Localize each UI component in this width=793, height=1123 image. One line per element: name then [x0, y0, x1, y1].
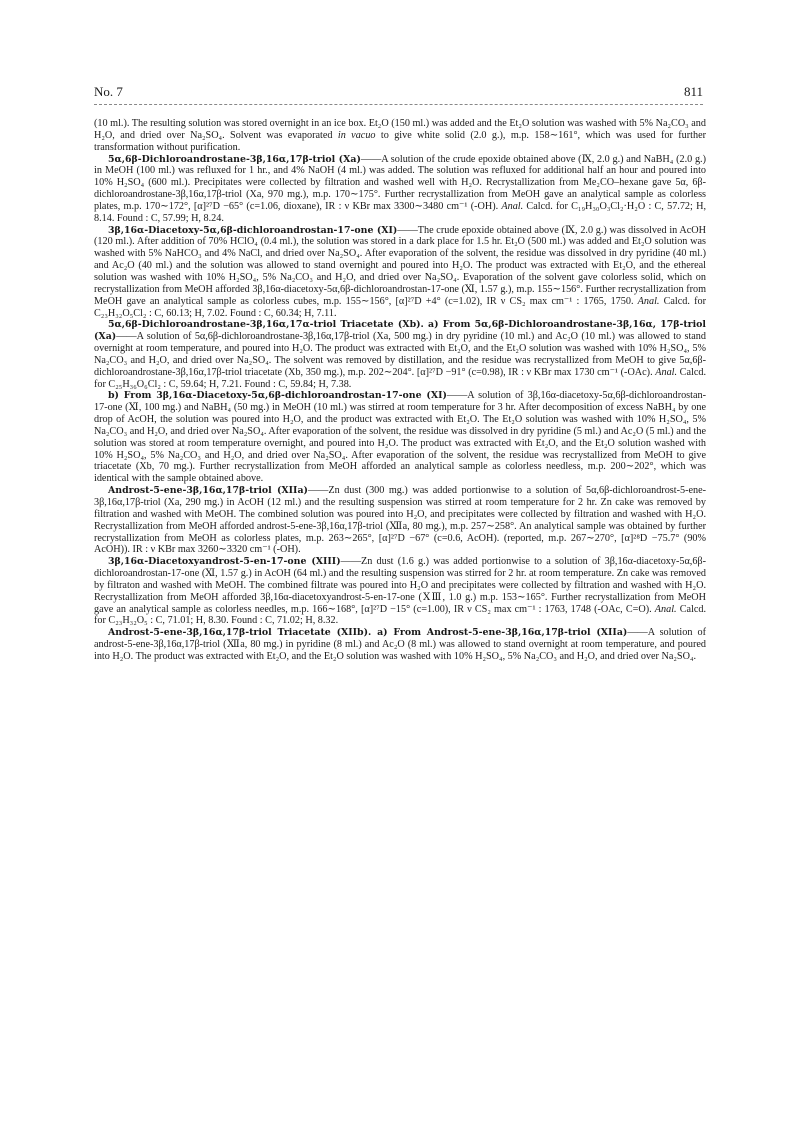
- compound-heading: 3β,16α-Diacetoxy-5α,6β-dichloroandrostan-17-one (XI): [108, 224, 398, 236]
- paragraph-text: Calcd. for C₁₉H₃₀O₃Cl₂·H₂O : C, 57.72; H, 8.14. Found : C, 57.99; H, 8.24.: [94, 200, 706, 224]
- issue-number: No. 7: [94, 84, 123, 99]
- compound-heading: 5α,6β-Dichloroandrostane-3β,16α,17α-triol Triacetate (Xb). a) From 5α,6β-Dichloroandrostane-3β,16α, 17β-triol (Xa): [94, 319, 706, 343]
- paragraph-text: ——The crude epoxide obtained above (Ⅸ, 2.0 g.) was dissolved in AcOH (120 ml.). After addition of 70% HClO₄ (0.4 ml.), the solution was stored in a dark place for 1.5 hr. Et₂O (500 ml.) was added and Et₂O solution was washed with 5% NaHCO₃ and 4% NaCl, and dried over Na₂SO₄. After evaporation of the solvent, the residue was dissolved in dry pyridine (40 ml.) and Ac₂O (40 ml.) and the solution was allowed to stand overnight and poured into H₂O. The product was extracted with Et₂O, and the ethereal solution was washed with 10% H₂SO₄, 5% Na₂CO₃ and H₂O, and dried over Na₂SO₄. Evaporation of the solvent gave colorless solid, which on recrystallization from MeOH afforded 3β,16α-diacetoxy-5α,6β-dichloroandrostan-17-one (Ⅺ, 1.57 g.), m.p. 155∼156°. Further recrystallization from MeOH gave an analytical sample as colorless cubes, m.p. 155∼156°, [α]²⁷D +4° (c=1.02), IR ν CS₂ max cm⁻¹ : 1765, 1750.: [94, 224, 706, 307]
- paragraph-text: Calcd. for C₂₃H₃₂O₅ : C, 71.01; H, 8.30. Found : C, 71.02; H, 8.32.: [94, 603, 707, 627]
- paragraph-text: Calcd. for C₂₅H₃₆O₆Cl₂ : C, 59.64; H, 7.21. Found : C, 59.84; H, 7.38.: [94, 366, 706, 390]
- italic-term: in vacuo: [337, 129, 376, 141]
- article-body: [94, 118, 706, 663]
- paragraph-p3: [94, 225, 706, 320]
- paragraph-p1: [94, 118, 706, 154]
- paragraph-p5: [94, 390, 706, 485]
- italic-term: Anal.: [654, 603, 677, 615]
- italic-term: Anal.: [655, 366, 678, 378]
- paragraph-p8: [94, 627, 706, 663]
- page-number: 811: [683, 84, 703, 99]
- paragraph-text: ——A solution of androst-5-ene-3β,16α,17β-triol (Ⅻa, 80 mg.) in pyridine (8 ml.) and Ac₂O (8 ml.) was allowed to stand overnight at room temperature, and poured into H₂O. The product was extracted with Et₂O, and the Et₂O solution was washed with 10% H₂SO₄, 5% Na₂CO₃ and H₂O, and dried over Na₂SO₄.: [94, 627, 706, 662]
- paragraph-text: Calcd. for C₂₃H₃₂O₅Cl₂ : C, 60.13; H, 7.02. Found : C, 60.34; H, 7.11.: [94, 295, 706, 319]
- paragraph-text: to give white solid (2.0 g.), m.p. 158∼161°, which was used for further transformation without purification.: [94, 129, 707, 153]
- paragraph-text: (10 ml.). The resulting solution was stored overnight in an ice box. Et₂O (150 ml.) was added and the Et₂O solution was washed with 5% Na₂CO₃ and H₂O, and dried over Na₂SO₄. Solvent was evaporated: [94, 118, 706, 141]
- paragraph-text: ——A solution of 5α,6β-dichloroandrostane-3β,16α,17β-triol (Xa, 500 mg.) in dry pyridine (10 ml.) and Ac₂O (10 ml.) was allowed to stand overnight at room temperature, and poured into H₂O. The product was extracted with Et₂O, and the Et₂O solution was washed with 10% H₂SO₄, 5% Na₂CO₃ and H₂O, and dried over Na₂SO₄. The solvent was removed by distillation, and the residue was recrystallized from MeOH to give 5α,6β-dichloroandrostane-3β,16α,17β-triol triacetate (Xb, 350 mg.), m.p. 202∼204°. [α]²⁷D −91° (c=0.98), IR : ν KBr max 1730 cm⁻¹ (-OAc).: [94, 331, 706, 378]
- paragraph-text: ——A solution of 3β,16α-diacetoxy-5α,6β-dichloroandrostan-17-one (Ⅺ, 100 mg.) and NaBH₄ (50 mg.) in MeOH (10 ml.) was stirred at room temperature for 3 hr. After decomposition of excess NaBH₄ by one drop of AcOH, the solution was poured into H₂O, and the product was extracted with Et₂O. The Et₂O solution was washed with 10% H₂SO₄, 5% Na₂CO₃ and H₂O, and dried over Na₂SO₄. After evaporation of the solvent, the residue was dissolved in dry pyridine (5 ml.) and Ac₂O (5 ml.) and the solution was stored at room temperature overnight, and poured into H₂O. The product was extracted with Et₂O, and the Et₂O solution washed with 10% H₂SO₄, 5% Na₂CO₃ and H₂O, and dried over Na₂SO₄. After evaporation of the solvent, the residue was recrystallized from MeOH to give triacetate (Xb, 70 mg.). Further recrystallization from MeOH afforded an analytical sample as colorless needless, m.p. 200∼202°, which was identical with the sample obtained above.: [94, 390, 706, 485]
- paragraph-text: ——A solution of the crude epoxide obtained above (Ⅸ, 2.0 g.) and NaBH₄ (2.0 g.) in MeOH (100 ml.) was refluxed for 1 hr., and 4% NaOH (4 ml.) was added. The solution was refluxed for additional half an hour and poured into 10% H₂SO₄ (600 ml.). Precipitates were collected by filtration and washed well with H₂O. Recrystallization from Me₂CO–hexane gave 5α, 6β-dichloroandrostane-3β,16α,17β-triol (Xa, 970 mg.), m.p. 170∼175°. Further recrystallization from MeOH gave an analytical sample as colorless plates, m.p. 170∼172°, [α]²⁷D −65° (c=1.06, dioxane), IR : ν KBr max 3300∼3480 cm⁻¹ (-OH).: [94, 153, 706, 212]
- compound-heading: Androst-5-ene-3β,16α,17β-triol Triacetate (XIIb). a) From Androst-5-ene-3β,16α,17β-triol (XIIa): [108, 627, 628, 639]
- paragraph-p2: [94, 154, 706, 225]
- paragraph-text: ——Zn dust (300 mg.) was added portionwise to a solution of 5α,6β-dichloroandrost-5-ene-3β,16α,17β-triol (Xa, 290 mg.) in AcOH (12 ml.) and the resulting suspension was stirred at room temperature for 2 hr. Zn cake was removed by filtration and washed with MeOH. The combined solution was poured into H₂O, and precipitates were collected by filtration and washed with H₂O. Recrystallization from MeOH afforded androst-5-ene-3β,16α,17β-triol (Ⅻa, 80 mg.), m.p. 257∼258°. An analytical sample was obtained by further recrystallization from MeOH as colorless plates, m.p. 263∼265°, [α]²⁷D −67° (c=0.6, AcOH). (reported, m.p. 267∼270°, [α]²⁸D −75.7° (90% AcOH)). IR : ν KBr max 3260∼3320 cm⁻¹ (-OH).: [94, 485, 706, 556]
- compound-heading: Androst-5-ene-3β,16α,17β-triol (XIIa): [108, 485, 308, 497]
- italic-term: Anal.: [637, 295, 660, 307]
- italic-term: Anal.: [501, 200, 524, 212]
- paragraph-text: ——Zn dust (1.6 g.) was added portionwise to a solution of 3β,16α-diacetoxy-5α,6β-dichloroandrostan-17-one (Ⅺ, 1.57 g.) in AcOH (64 ml.) and the resulting suspension was stirred for 2 hr. at room temperature. Zn cake was removed by filtraton and washed with MeOH. The combined filtrate was poured into H₂O and precipitates were collected by filtration and washed with H₂O. Recrystallization from MeOH afforded 3β,16α-diacetoxyandrost-5-en-17-one (ⅩⅢ, 1.0 g.) m.p. 153∼165°. Further recrystallization from MeOH gave an analytical sample as colorless needles, m.p. 166∼168°, [α]²⁷D −15° (c=1.00), IR ν CS₂ max cm⁻¹ : 1763, 1748 (-OAc, C=O).: [94, 556, 707, 615]
- compound-heading: 5α,6β-Dichloroandrostane-3β,16α,17β-triol (Xa): [108, 153, 361, 165]
- compound-heading: b) From 3β,16α-Diacetoxy-5α,6β-dichloroandrostan-17-one (XI): [108, 390, 447, 402]
- paragraph-p4: [94, 319, 706, 390]
- compound-heading: 3β,16α-Diacetoxyandrost-5-en-17-one (XIII): [108, 556, 341, 568]
- paragraph-p7: [94, 556, 706, 627]
- page-header: [94, 84, 703, 102]
- paragraph-p6: [94, 485, 706, 556]
- header-rule: [94, 104, 703, 105]
